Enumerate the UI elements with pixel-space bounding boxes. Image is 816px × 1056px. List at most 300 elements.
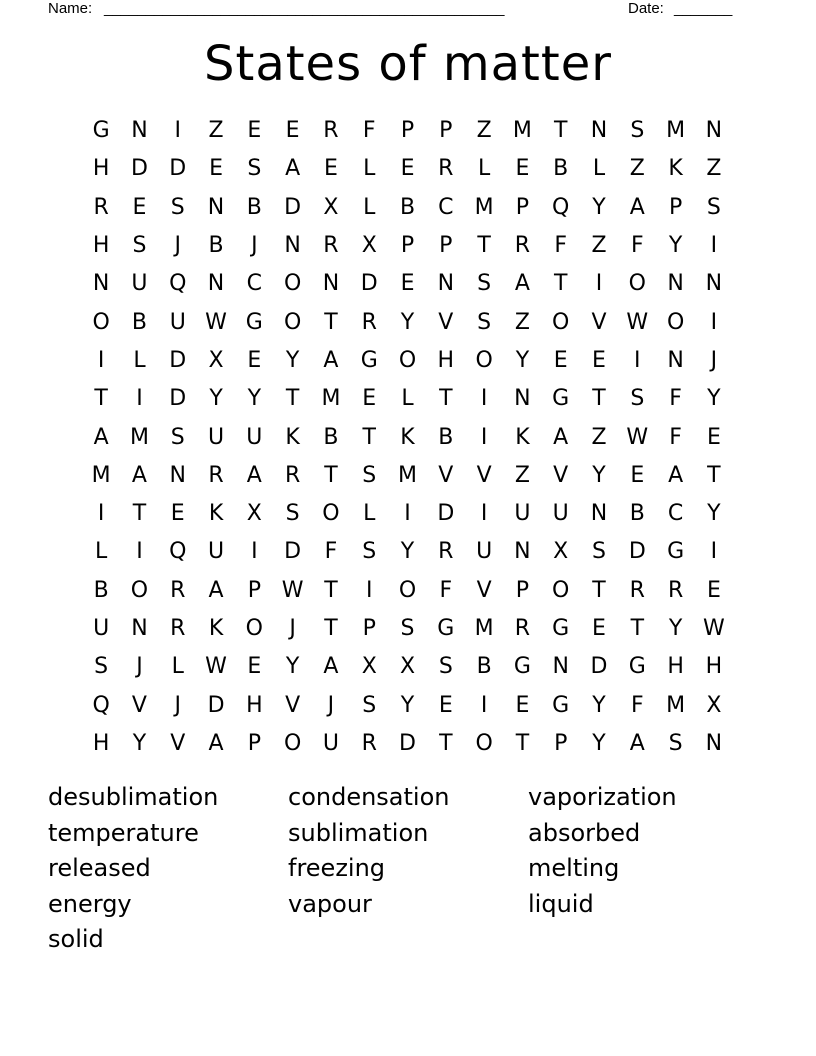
grid-letter: T [630,616,645,641]
grid-letter: X [361,654,377,680]
grid-letter: E [362,386,377,412]
grid-letter: Y [400,539,415,565]
grid-letter: P [362,616,376,641]
grid-letter: U [322,730,339,756]
grid-letter: N [590,118,608,144]
grid-letter: V [131,692,147,718]
grid-letter: Y [285,654,300,680]
grid-letter: N [705,271,723,297]
letter-grid [82,112,733,763]
grid-letter: R [514,616,531,641]
grid-letter: D [207,692,225,718]
grid-letter: P [247,730,261,756]
grid-letter: V [170,730,186,756]
grid-letter: I [710,309,718,335]
grid-letter: F [669,386,682,412]
grid-letter: O [283,309,302,335]
grid-letter: O [322,501,340,527]
grid-letter: O [245,616,263,641]
grid-letter: M [129,424,149,450]
grid-letter: H [705,654,723,680]
grid-letter: X [553,539,569,565]
grid-letter: Z [706,156,722,182]
grid-letter: B [553,156,569,182]
grid-letter: D [628,539,646,565]
grid-letter: F [324,539,338,565]
grid-letter: M [398,462,418,488]
grid-letter: Y [707,501,721,527]
grid-letter: K [208,616,224,641]
grid-letter: T [94,386,108,412]
grid-letter: O [398,577,417,603]
grid-letter: S [362,462,377,488]
grid-letter: A [246,462,262,488]
grid-letter: G [667,539,685,565]
grid-letter: W [703,616,725,641]
grid-letter: W [281,577,304,603]
grid-letter: S [592,539,606,565]
grid-letter: E [323,156,338,182]
grid-letter: N [131,118,148,144]
word-bank-item: condensation [288,783,450,811]
grid-letter: D [399,730,416,756]
grid-letter: N [207,194,225,220]
grid-letter: I [634,347,641,373]
grid-letter: Z [476,118,492,144]
grid-letter: D [169,386,187,412]
grid-letter: R [667,577,684,603]
grid-letter: R [284,462,301,488]
grid-letter: U [514,501,531,527]
grid-letter: E [400,156,415,182]
grid-letter: R [514,233,531,259]
grid-letter: L [363,194,376,220]
grid-letter: G [360,347,378,373]
grid-letter: N [131,616,148,641]
grid-letter: O [628,271,646,297]
grid-letter: U [131,271,148,297]
grid-letter: D [360,271,378,297]
grid-letter: O [130,577,149,603]
grid-letter: A [208,577,224,603]
grid-letter: S [362,692,377,718]
word-bank-item: vaporization [528,783,677,811]
grid-letter: X [208,347,224,373]
grid-letter: Z [591,233,607,259]
grid-letter: G [628,654,646,680]
grid-letter: F [554,233,568,259]
grid-letter: O [283,730,302,756]
grid-letter: E [553,347,568,373]
grid-letter: C [438,194,454,220]
grid-letter: N [207,271,225,297]
grid-letter: T [285,386,300,412]
grid-letter: X [706,692,722,718]
grid-letter: K [515,424,530,450]
grid-letter: G [92,118,110,144]
grid-letter: F [362,118,376,144]
grid-letter: I [365,577,373,603]
grid-letter: S [247,156,262,182]
grid-letter: T [592,577,606,603]
grid-letter: P [400,233,415,259]
grid-letter: E [209,156,223,182]
grid-letter: D [169,156,187,182]
grid-letter: M [91,462,111,488]
grid-letter: S [668,730,683,756]
grid-letter: B [93,577,109,603]
grid-letter: Y [132,730,147,756]
grid-letter: E [706,577,721,603]
grid-letter: D [130,156,148,182]
grid-letter: M [666,118,686,144]
grid-letter: J [136,654,143,680]
grid-letter: Y [592,462,606,488]
grid-letter: A [553,424,569,450]
grid-letter: M [474,616,494,641]
grid-letter: C [667,501,684,527]
grid-letter: S [630,386,645,412]
grid-letter: P [668,194,683,220]
grid-letter: H [667,654,684,680]
grid-letter: J [710,347,718,373]
grid-letter: J [289,616,296,641]
grid-letter: N [667,347,684,373]
grid-letter: Q [552,194,570,220]
grid-letter: S [170,194,185,220]
grid-letter: I [404,501,411,527]
grid-letter: K [400,424,415,450]
grid-letter: T [553,271,568,297]
grid-letter: T [439,730,453,756]
grid-letter: Y [592,730,606,756]
grid-letter: Y [668,616,683,641]
grid-letter: U [246,424,263,450]
grid-letter: I [251,539,258,565]
grid-letter: N [514,539,531,565]
grid-letter: Y [400,692,415,718]
grid-letter: O [475,347,493,373]
grid-letter: N [705,118,723,144]
grid-letter: E [706,424,721,450]
grid-letter: M [474,194,494,220]
grid-letter: D [590,654,608,680]
grid-letter: H [92,730,110,756]
word-bank-item: released [48,854,151,883]
grid-letter: W [205,309,227,335]
grid-letter: S [477,309,492,335]
word-bank-item: freezing [288,854,386,883]
grid-letter: M [321,386,341,412]
grid-letter: A [323,347,339,373]
grid-letter: E [247,347,262,373]
word-bank-item: temperature [48,818,199,847]
grid-letter: X [361,233,377,259]
grid-letter: V [591,309,607,335]
grid-letter: V [438,462,454,488]
grid-letter: R [170,616,186,641]
grid-letter: A [514,271,530,297]
grid-letter: E [438,692,453,718]
grid-letter: E [630,462,645,488]
grid-letter: X [246,501,262,527]
grid-letter: U [169,309,186,335]
grid-letter: E [132,194,147,220]
grid-letter: Z [514,462,530,488]
grid-letter: Y [285,347,300,373]
grid-letter: T [362,424,376,450]
grid-letter: Y [592,194,606,220]
grid-letter: O [552,577,570,603]
grid-letter: T [515,730,530,756]
grid-letter: V [553,462,569,488]
grid-letter: X [399,654,416,680]
grid-letter: X [323,194,339,220]
grid-letter: S [400,616,415,641]
grid-letter: G [513,654,531,680]
grid-letter: H [246,692,263,718]
grid-letter: T [707,462,721,488]
word-bank-item: liquid [528,889,594,918]
grid-letter: Q [92,692,110,718]
header [48,0,748,20]
grid-letter: O [475,730,493,756]
grid-letter: I [97,501,105,527]
grid-letter: B [629,501,645,527]
date-field: _______ [674,0,733,17]
grid-letter: Z [629,156,645,182]
grid-letter: O [398,347,417,373]
grid-letter: B [131,309,147,335]
grid-letter: A [323,654,339,680]
grid-letter: N [169,462,186,488]
grid-letter: Y [668,233,683,259]
grid-letter: B [246,194,262,220]
grid-letter: S [438,654,453,680]
grid-letter: E [592,616,606,641]
grid-letter: M [666,692,686,718]
grid-letter: Y [707,386,721,412]
word-bank [48,780,768,958]
grid-letter: G [437,616,455,641]
grid-letter: L [95,539,108,565]
grid-letter: I [480,424,488,450]
grid-letter: S [285,501,300,527]
grid-letter: V [476,462,492,488]
grid-letter: D [437,501,455,527]
grid-letter: R [323,118,339,144]
grid-letter: C [246,271,263,297]
word-bank-item: desublimation [48,783,219,811]
grid-letter: D [284,539,302,565]
grid-letter: R [361,309,377,335]
grid-letter: Q [169,539,187,565]
grid-letter: R [208,462,224,488]
grid-letter: I [174,118,181,144]
grid-letter: W [626,424,649,450]
grid-letter: N [705,730,723,756]
grid-letter: V [285,692,301,718]
grid-letter: B [323,424,339,450]
grid-letter: S [170,424,185,450]
name-label: Name: [48,0,93,17]
grid-letter: P [247,577,261,603]
grid-letter: E [285,118,300,144]
grid-letter: S [94,654,109,680]
grid-letter: T [553,118,568,144]
grid-letter: O [283,271,302,297]
grid-letter: Y [515,347,530,373]
grid-letter: I [710,539,718,565]
grid-letter: D [169,347,187,373]
grid-letter: G [552,692,570,718]
grid-letter: W [626,309,649,335]
grid-letter: P [439,118,453,144]
grid-letter: L [363,501,376,527]
word-bank-item: sublimation [288,818,429,847]
grid-letter: G [552,386,570,412]
grid-letter: E [515,156,530,182]
grid-letter: L [171,654,184,680]
grid-letter: Y [592,692,606,718]
grid-letter: S [132,233,147,259]
grid-letter: A [629,730,645,756]
grid-letter: N [92,271,110,297]
grid-letter: N [284,233,301,259]
grid-letter: Z [591,424,607,450]
grid-letter: Z [514,309,530,335]
grid-letter: P [515,577,530,603]
grid-letter: F [630,692,644,718]
grid-letter: P [439,233,453,259]
grid-letter: W [205,654,227,680]
grid-letter: G [552,616,570,641]
grid-letter: U [207,424,225,450]
grid-letter: P [400,118,415,144]
grid-letter: E [400,271,415,297]
word-bank-item: absorbed [528,818,641,847]
grid-letter: F [439,577,453,603]
grid-letter: B [208,233,224,259]
grid-letter: A [131,462,147,488]
grid-letter: Y [247,386,262,412]
grid-letter: R [170,577,186,603]
word-bank-item: energy [48,889,132,918]
grid-letter: Z [208,118,224,144]
grid-letter: I [136,386,143,412]
grid-letter: R [438,156,454,182]
grid-letter: R [361,730,377,756]
grid-letter: B [476,654,492,680]
grid-letter: I [97,347,105,373]
grid-letter: H [92,156,110,182]
grid-letter: U [207,539,225,565]
grid-letter: A [629,194,645,220]
grid-letter: R [93,194,109,220]
grid-letter: R [323,233,339,259]
grid-letter: S [706,194,721,220]
grid-letter: B [399,194,416,220]
grid-letter: A [93,424,109,450]
grid-letter: J [327,692,335,718]
grid-letter: O [666,309,685,335]
grid-letter: L [363,156,376,182]
grid-letter: T [324,577,338,603]
grid-letter: L [133,347,146,373]
grid-letter: S [630,118,645,144]
grid-letter: E [247,118,262,144]
word-bank-item: solid [48,925,104,954]
grid-letter: U [93,616,110,641]
grid-letter: K [285,424,300,450]
grid-letter: N [590,501,608,527]
grid-letter: M [512,118,532,144]
grid-letter: Y [209,386,223,412]
grid-letter: J [174,692,181,718]
grid-letter: A [668,462,684,488]
grid-letter: G [245,309,263,335]
grid-letter: E [515,692,530,718]
grid-letter: S [362,539,377,565]
grid-letter: A [208,730,224,756]
word-bank-item: melting [528,854,620,883]
grid-letter: J [174,233,181,259]
grid-letter: E [170,501,185,527]
grid-letter: I [710,233,718,259]
grid-letter: N [667,271,684,297]
grid-letter: S [477,271,492,297]
grid-letter: O [92,309,110,335]
grid-letter: R [438,539,454,565]
grid-letter: L [592,156,606,182]
grid-letter: F [669,424,682,450]
grid-letter: D [284,194,302,220]
word-bank-item: vapour [288,889,372,918]
grid-letter: K [668,156,683,182]
grid-letter: L [401,386,414,412]
grid-letter: U [552,501,569,527]
grid-letter: I [480,386,488,412]
grid-letter: K [208,501,224,527]
page-title: States of matter [204,36,612,92]
date-label: Date: [628,0,664,17]
grid-letter: O [552,309,570,335]
grid-letter: T [324,462,338,488]
grid-letter: T [477,233,491,259]
grid-letter: N [552,654,569,680]
grid-letter: N [437,271,455,297]
grid-letter: U [476,539,493,565]
grid-letter: Q [169,271,187,297]
grid-letter: V [438,309,454,335]
grid-letter: T [324,309,338,335]
grid-letter: I [136,539,143,565]
grid-letter: T [324,616,338,641]
grid-letter: P [554,730,568,756]
grid-letter: A [285,156,301,182]
grid-letter: R [629,577,645,603]
grid-letter: N [514,386,531,412]
grid-letter: I [480,692,488,718]
grid-letter: B [438,424,454,450]
grid-letter: Y [400,309,415,335]
grid-letter: I [595,271,603,297]
grid-letter: J [251,233,258,259]
grid-letter: F [630,233,644,259]
name-field: ________________________________________________ [104,0,505,17]
grid-letter: V [476,577,492,603]
grid-letter: T [439,386,453,412]
